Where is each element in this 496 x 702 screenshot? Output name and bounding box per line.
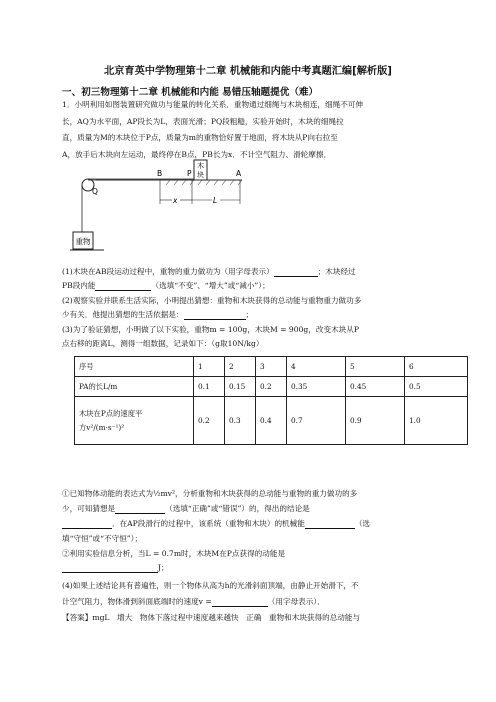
table-cell: 0.1 xyxy=(194,377,225,397)
s1-line-2: 少，可知猜想是 （选填“正确”或“错误”）的，得出的结论是 xyxy=(62,504,310,513)
speed-label-1: 木块在P点的速度平 xyxy=(79,408,143,418)
block-label-1: 木 xyxy=(197,162,204,170)
problem-line-2: 长，AQ为水平面，AP段长为L，表面光滑；PQ段粗糙，实验开始时，木块的细绳拉 xyxy=(62,117,344,126)
q2-line-1: (2)观察实验并联系生活实际，小明提出猜想：重物和木块获得的总动能与重物重力做功多 xyxy=(62,296,362,305)
problem-line-3: 直，质量为M的木块位于P点，质量为m的重物恰好置于地面，将木块从P向右拉至 xyxy=(62,133,338,142)
q3-line-2: 点右移的距离L，测得一组数据，记录如下：（g取10N/kg） xyxy=(62,339,264,348)
s1-line-4: 填“守恒”或“不守恒”）； xyxy=(62,534,143,543)
q1-line-1: (1)木块在AB段运动过程中，重物的重力做功为（用字母表示） ；木块经过 xyxy=(62,267,356,276)
answer-body: mgL 增大 物体下落过程中速度越来越快 正确 重物和木块获得的总动能与 xyxy=(92,613,361,622)
table-cell: 1.0 xyxy=(405,397,468,445)
q4-line-2: 计空气阻力，物体滑到斜面底端时的速度v = （用字母表示）． xyxy=(62,597,325,606)
problem-line-1: 1．小明利用如图装置研究做功与能量的转化关系．重物通过细绳与木块相连，细绳不可伸 xyxy=(62,100,363,109)
table-cell: 6 xyxy=(405,357,468,377)
table-cell: 0.3 xyxy=(225,397,256,445)
label-p: P xyxy=(187,169,192,178)
table-cell: 0.2 xyxy=(256,377,287,397)
label-b: B xyxy=(157,169,163,178)
table-row xyxy=(75,377,468,397)
table-cell: 4 xyxy=(287,357,346,377)
table-cell: 0.35 xyxy=(287,377,346,397)
table-cell: 0.7 xyxy=(287,397,346,445)
table-cell: 0.5 xyxy=(405,377,468,397)
surface-hatching xyxy=(166,180,242,185)
s1-line-1: ①已知物体动能的表达式为½mv²，分析重物和木块获得的总动能与重物的重力做功的多 xyxy=(62,489,358,498)
table-cell: 1 xyxy=(194,357,225,377)
q2-line-2: 少有关．他提出猜想的生活依据是： ； xyxy=(62,310,254,319)
speed-label-2: 方v²/(m·s⁻¹)² xyxy=(79,422,125,432)
table-cell: PA的长L/m xyxy=(75,377,194,397)
s2-line-2: J； xyxy=(62,562,169,573)
data-table xyxy=(74,356,468,445)
table-cell: 2 xyxy=(225,357,256,377)
table-cell: 0.2 xyxy=(194,397,225,445)
problem-line-4: A，放手后木块向左运动，最终停在B点，PB长为x．不计空气阻力、滑轮摩擦． xyxy=(62,150,332,159)
s2-line-1: ②利用实验信息分析，当L = 0.7m时，木块M在P点获得的动能是 xyxy=(62,549,286,558)
table-cell: 0.45 xyxy=(346,377,405,397)
section-heading: 一、初三物理第十二章 机械能和内能 易错压轴题提优（难） xyxy=(62,87,319,98)
document-title: 北京育英中学物理第十二章 机械能和内能中考真题汇编[解析版] xyxy=(104,66,392,77)
table-cell: 5 xyxy=(346,357,405,377)
weight-label: 重物 xyxy=(75,237,91,246)
table-row xyxy=(75,357,468,377)
q1-line-2: PB段内能 （选填“不变”、“增大”或“减小”）； xyxy=(62,281,270,290)
table-cell: 0.15 xyxy=(225,377,256,397)
answer-tag: 【答案】 xyxy=(62,613,93,622)
s1-line-3: ．在AP段滑行的过程中，该系统（重物和木块）的机械能 （选 xyxy=(62,518,370,529)
table-cell: 序号 xyxy=(75,357,194,377)
label-x: x xyxy=(173,196,178,205)
label-l: L xyxy=(213,196,218,205)
answer-line xyxy=(62,612,360,623)
q4-line-1: (4)如果上述结论具有普遍性，则一个物体从高为h的光滑斜面顶端，由静止开始滑下，不 xyxy=(62,581,359,590)
table-row xyxy=(75,397,468,445)
apparatus-figure xyxy=(70,158,250,258)
table-cell: 3 xyxy=(256,357,287,377)
q3-line-1: (3)为了验证猜想，小明做了以下实验，重物m = 100g，木块M = 900g，改变木块从P xyxy=(62,325,359,334)
block-label-2: 块 xyxy=(197,171,204,179)
table-cell: 0.9 xyxy=(346,397,405,445)
table-cell: 0.4 xyxy=(256,397,287,445)
table-cell xyxy=(75,397,194,445)
label-a: A xyxy=(236,169,242,178)
label-q: Q xyxy=(92,187,98,196)
